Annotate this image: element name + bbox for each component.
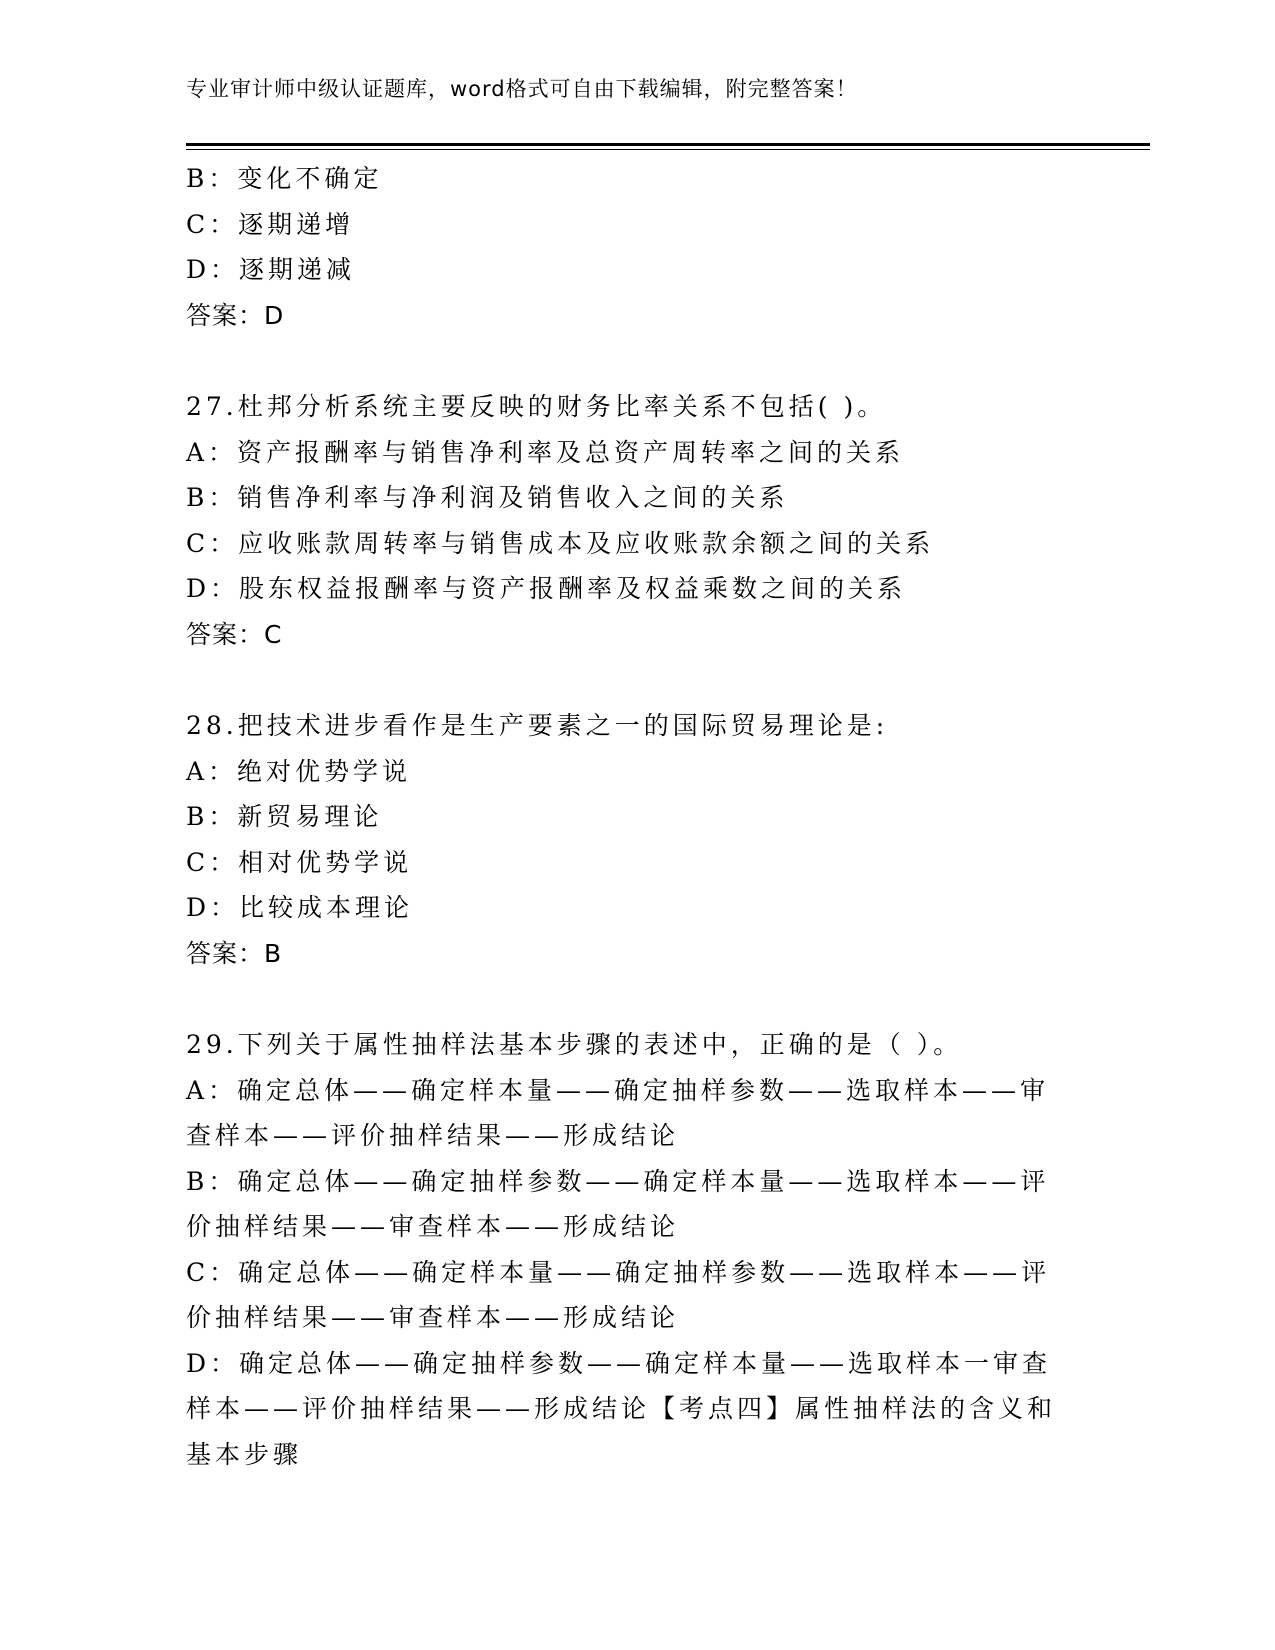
option-b: B：确定总体——确定抽样参数——确定样本量——选取样本——评价抽样结果——审查样本——形成结论 <box>186 1166 1050 1241</box>
question-26-tail <box>186 156 1086 338</box>
question-text: 27.杜邦分析系统主要反映的财务比率关系不包括( )。 <box>186 392 887 421</box>
question-28 <box>186 703 1086 976</box>
option-c: C：确定总体——确定样本量——确定抽样参数——选取样本——评价抽样结果——审查样本——形成结论 <box>186 1257 1051 1332</box>
option-d: D：比较成本理论 <box>186 893 414 922</box>
answer: 答案：B <box>186 938 283 968</box>
document-body <box>186 156 1086 1477</box>
option-a: A：确定总体——确定样本量——确定抽样参数——选取样本——审查样本——评价抽样结果——形成结论 <box>186 1075 1050 1150</box>
header-rule-thin <box>186 149 1150 150</box>
option-d: D：逐期递减 <box>186 255 356 284</box>
spacer <box>186 657 1086 703</box>
option-c: C：应收账款周转率与销售成本及应收账款余额之间的关系 <box>186 528 935 558</box>
question-text: 29.下列关于属性抽样法基本步骤的表述中，正确的是（ ）。 <box>186 1030 963 1059</box>
option-b: B：新贸易理论 <box>186 802 383 831</box>
option-b: B：销售净利率与净利润及销售收入之间的关系 <box>186 483 789 512</box>
question-text: 28.把技术进步看作是生产要素之一的国际贸易理论是: <box>186 711 889 740</box>
answer: 答案：D <box>186 300 285 330</box>
option-d: D：股东权益报酬率与资产报酬率及权益乘数之间的关系 <box>186 574 907 603</box>
question-27 <box>186 384 1086 657</box>
option-c: C：相对优势学说 <box>186 847 413 877</box>
question-29 <box>186 1022 1086 1477</box>
spacer <box>186 338 1086 384</box>
option-b: B：变化不确定 <box>186 164 383 193</box>
answer: 答案：C <box>186 619 283 649</box>
option-a: A：绝对优势学说 <box>186 756 412 786</box>
option-a: A：资产报酬率与销售净利率及总资产周转率之间的关系 <box>186 437 905 467</box>
option-c: C：逐期递增 <box>186 209 355 239</box>
page-header: 专业审计师中级认证题库，word格式可自由下载编辑，附完整答案！ <box>186 77 858 101</box>
option-d: D：确定总体——确定抽样参数——确定样本量——选取样本一审查样本——评价抽样结果——形成结论【考点四】属性抽样法的含义和基本步骤 <box>186 1348 1057 1469</box>
header-rule <box>186 143 1150 146</box>
spacer <box>186 976 1086 1022</box>
